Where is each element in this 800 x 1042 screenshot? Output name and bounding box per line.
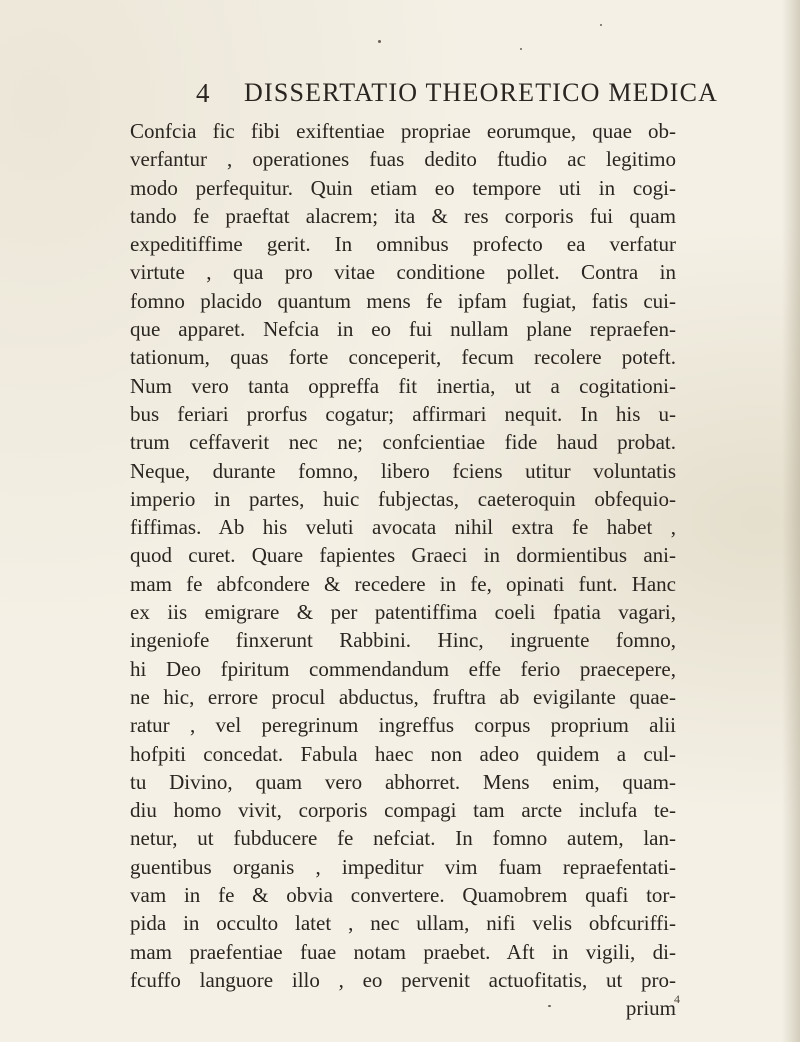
text-line: Num vero tanta oppreffa fit inertia, ut a cogitationi- <box>130 373 676 398</box>
text-line: mam praefentiae fuae notam praebet. Aft in vigili, di- <box>130 939 676 964</box>
text-line: vam in fe & obvia convertere. Quamobrem quafi tor- <box>130 883 676 908</box>
text-line: verfantur , operationes fuas dedito ftudio ac legitimo <box>130 147 676 172</box>
text-line: tationum, quas forte conceperit, fecum recolere poteft. <box>130 345 676 370</box>
body-text <box>130 117 676 1023</box>
text-line: quod curet. Quare fapientes Graeci in dormientibus ani- <box>130 543 676 568</box>
text-line: expeditiffime gerit. In omnibus profecto ea verfatur <box>130 232 676 257</box>
text-line: virtute , qua pro vitae conditione pollet. Contra in <box>130 260 676 285</box>
text-line: pida in occulto latet , nec ullam, nifi velis obfcuriffi- <box>130 911 676 936</box>
text-line: trum ceffaverit nec ne; confcientiae fide haud probat. <box>130 430 676 455</box>
text-line: fcuffo languore illo , eo pervenit actuofitatis, ut pro- <box>130 967 676 992</box>
text-line: fomno placido quantum mens fe ipfam fugiat, fatis cui- <box>130 288 676 313</box>
text-line: tando fe praeftat alacrem; ita & res corporis fui quam <box>130 203 676 228</box>
text-line: hi Deo fpiritum commendandum effe ferio praecepere, <box>130 656 676 681</box>
text-line-last: prium <box>625 996 676 1021</box>
text-line: imperio in partes, huic fubjectas, caeteroquin obfequio- <box>130 486 676 511</box>
text-line: diu homo vivit, corporis compagi tam arcte inclufa te- <box>130 798 676 823</box>
page-gutter-shadow <box>782 0 800 1042</box>
text-line: Neque, durante fomno, libero fciens utitur voluntatis <box>130 458 676 483</box>
text-line: ratur , vel peregrinum ingreffus corpus proprium alii <box>130 713 676 738</box>
text-line: modo perfequitur. Quin etiam eo tempore uti in cogi- <box>130 175 676 200</box>
running-head: DISSERTATIO THEORETICO MEDICA <box>244 78 719 107</box>
text-line: ne hic, errore procul abductus, fruftra ab evigilante quae- <box>130 684 676 709</box>
text-line: bus feriari prorfus cogatur; affirmari nequit. In his u- <box>130 401 676 426</box>
text-line: hofpiti concedat. Fabula haec non adeo quidem a cul- <box>130 741 676 766</box>
paper-speck <box>548 1005 551 1007</box>
text-line: ingeniofe finxerunt Rabbini. Hinc, ingruente fomno, <box>130 628 676 653</box>
text-line: Confcia fic fibi exiftentiae propriae eorumque, quae ob- <box>130 119 676 143</box>
signature-mark: 4 <box>674 992 680 1006</box>
page-number: 4 <box>196 78 210 108</box>
text-line: fiffimas. Ab his veluti avocata nihil extra fe habet , <box>130 515 676 540</box>
text-line: tu Divino, quam vero abhorret. Mens enim, quam- <box>130 769 676 794</box>
text-line: que apparet. Nefcia in eo fui nullam plane repraefen- <box>130 317 676 342</box>
text-line: mam fe abfcondere & recedere in fe, opinati funt. Hanc <box>130 571 676 596</box>
paper-speck <box>378 40 381 43</box>
paper-speck <box>600 24 602 26</box>
text-line: netur, ut fubducere fe nefciat. In fomno autem, lan- <box>130 826 676 851</box>
text-line: guentibus organis , impeditur vim fuam repraefentati- <box>130 854 676 879</box>
text-line: ex iis emigrare & per patentiffima coeli fpatia vagari, <box>130 600 676 625</box>
paper-speck <box>520 48 522 50</box>
page-header <box>196 78 756 112</box>
